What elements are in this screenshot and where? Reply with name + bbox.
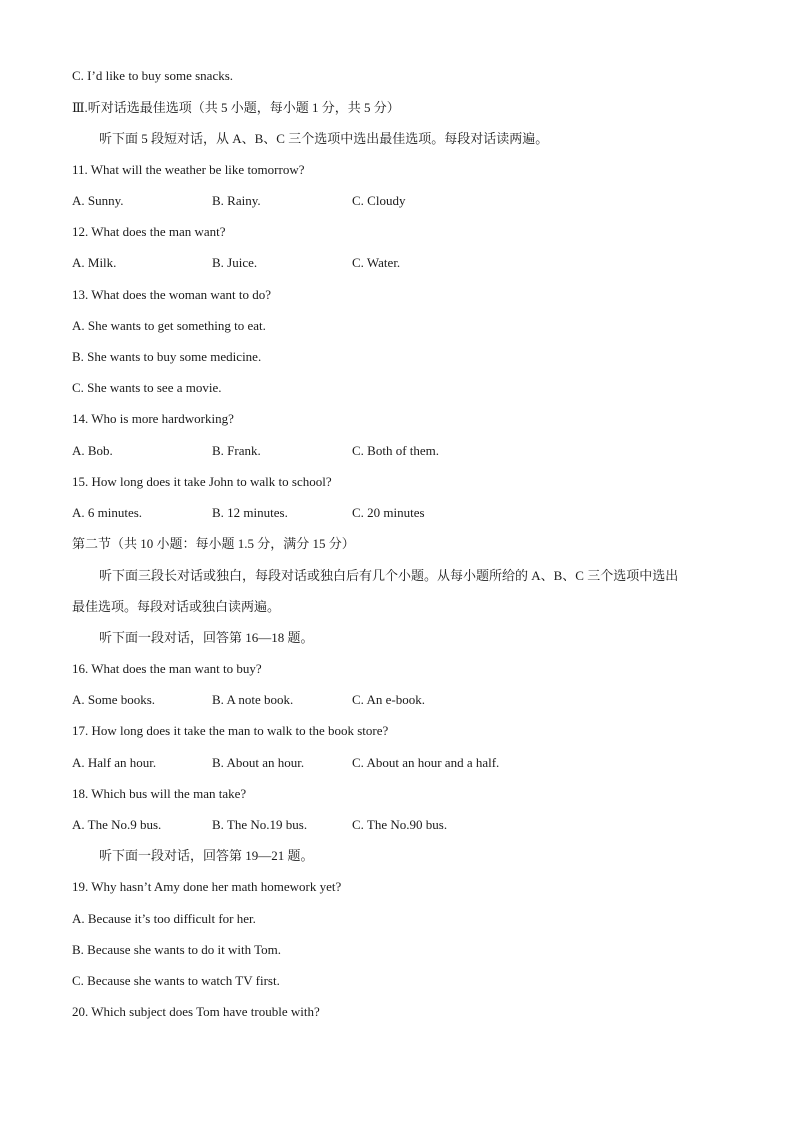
- q15-option-a: A. 6 minutes.: [72, 505, 143, 520]
- q16-option-b: B. A note book.: [212, 692, 294, 707]
- q17-option-c: C. About an hour and a half.: [352, 755, 500, 770]
- q17-option-a: A. Half an hour.: [72, 755, 157, 770]
- q12-option-a: A. Milk.: [72, 255, 117, 270]
- q11-option-b: B. Rainy.: [212, 193, 261, 208]
- q16-option-a: A. Some books.: [72, 692, 156, 707]
- q11-option-c: C. Cloudy: [352, 193, 406, 208]
- q18-options: [72, 817, 722, 833]
- q15-option-c: C. 20 minutes: [352, 505, 425, 520]
- q15-option-b: B. 12 minutes.: [212, 505, 288, 520]
- q14-option-a: A. Bob.: [72, 443, 113, 458]
- part2-instructions-line1: 听下面三段长对话或独白，每段对话或独白后有几个小题。从每小题所给的 A、B、C 三个选项中选出: [99, 568, 679, 583]
- q18-option-c: C. The No.90 bus.: [352, 817, 448, 832]
- q16-options: [72, 692, 722, 708]
- part2-title: 第二节（共 10 小题：每小题 1.5 分，满分 15 分）: [72, 536, 355, 551]
- q18-option-b: B. The No.19 bus.: [212, 817, 308, 832]
- q13-question: 13. What does the woman want to do?: [72, 287, 272, 302]
- q11-options: [72, 193, 722, 209]
- q12-question: 12. What does the man want?: [72, 224, 226, 239]
- q16-question: 16. What does the man want to buy?: [72, 661, 262, 676]
- q16-option-c: C. An e-book.: [352, 692, 425, 707]
- q11-option-a: A. Sunny.: [72, 193, 124, 208]
- part2-instructions-line2: 最佳选项。每段对话或独白读两遍。: [72, 599, 281, 614]
- q15-question: 15. How long does it take John to walk to school?: [72, 474, 332, 489]
- q10-option-c: C. I’d like to buy some snacks.: [72, 68, 234, 83]
- q17-question: 17. How long does it take the man to walk to the book store?: [72, 723, 389, 738]
- section3-instructions: 听下面 5 段短对话，从 A、B、C 三个选项中选出最佳选项。每段对话读两遍。: [99, 131, 549, 146]
- section3-title: Ⅲ.听对话选最佳选项（共 5 小题，每小题 1 分，共 5 分）: [72, 100, 400, 115]
- q13-option-b: B. She wants to buy some medicine.: [72, 349, 262, 364]
- q11-question: 11. What will the weather be like tomorrow?: [72, 162, 305, 177]
- q13-option-c: C. She wants to see a movie.: [72, 380, 222, 395]
- dialogue2-instructions: 听下面一段对话，回答第 19—21 题。: [99, 848, 314, 863]
- q15-options: [72, 505, 722, 521]
- dialogue1-instructions: 听下面一段对话，回答第 16—18 题。: [99, 630, 314, 645]
- q12-options: [72, 255, 722, 271]
- q18-option-a: A. The No.9 bus.: [72, 817, 162, 832]
- q14-question: 14. Who is more hardworking?: [72, 411, 234, 426]
- q20-question: 20. Which subject does Tom have trouble with?: [72, 1004, 320, 1019]
- q19-question: 19. Why hasn’t Amy done her math homework yet?: [72, 879, 342, 894]
- q19-option-b: B. Because she wants to do it with Tom.: [72, 942, 281, 957]
- q18-question: 18. Which bus will the man take?: [72, 786, 247, 801]
- q14-option-b: B. Frank.: [212, 443, 261, 458]
- q13-option-a: A. She wants to get something to eat.: [72, 318, 266, 333]
- q14-option-c: C. Both of them.: [352, 443, 440, 458]
- q17-options: [72, 755, 722, 771]
- q12-option-c: C. Water.: [352, 255, 401, 270]
- q12-option-b: B. Juice.: [212, 255, 258, 270]
- q14-options: [72, 443, 722, 459]
- q19-option-c: C. Because she wants to watch TV first.: [72, 973, 280, 988]
- q17-option-b: B. About an hour.: [212, 755, 305, 770]
- q19-option-a: A. Because it’s too difficult for her.: [72, 911, 256, 926]
